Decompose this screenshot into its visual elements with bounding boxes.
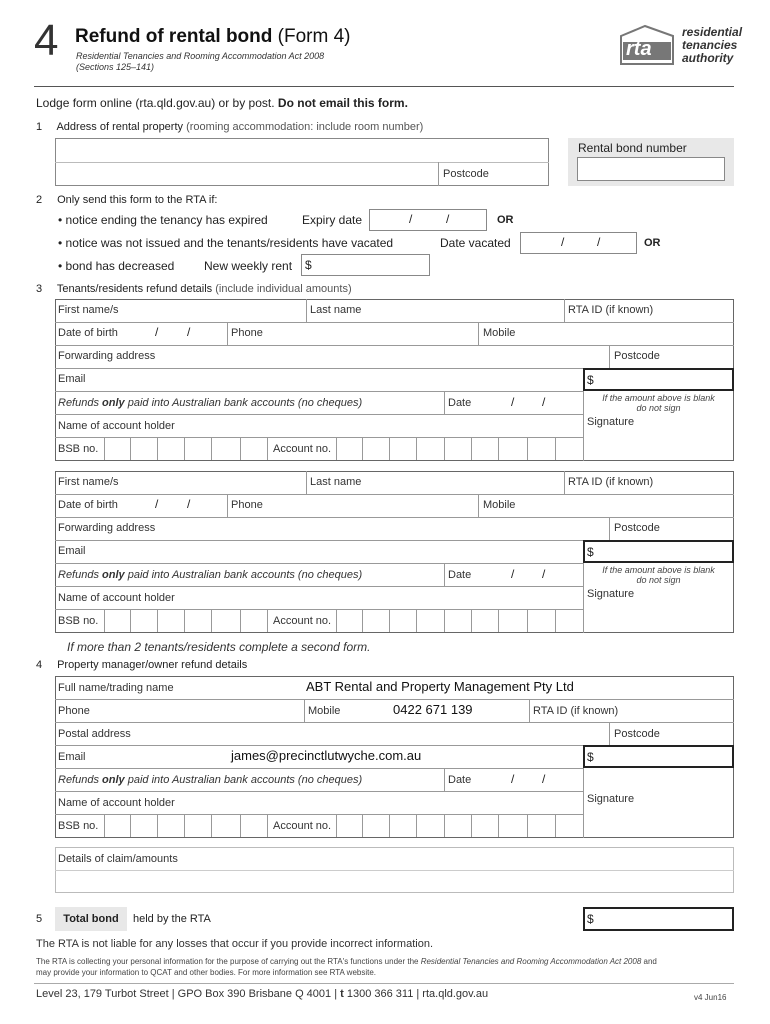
liability-note: The RTA is not liable for any losses that occur if you provide incorrect information. [36, 938, 433, 950]
row-line [55, 517, 734, 518]
manager-postal-label: Postal address [58, 728, 131, 740]
col-line [306, 471, 307, 494]
account-cell[interactable] [336, 438, 337, 460]
bsb-cell[interactable] [130, 610, 131, 632]
s4-num: 4 [36, 659, 43, 671]
form-title [75, 26, 350, 48]
manager-phone-label: Phone [58, 705, 90, 717]
row-line [55, 722, 734, 723]
new-rent-dollar: $ [305, 258, 312, 272]
date-slash: / [511, 772, 515, 786]
tenant-2-blank-note [586, 565, 731, 585]
s3-sub: (include individual amounts) [215, 283, 352, 295]
tenant-2-postcode: Postcode [614, 522, 660, 534]
manager-signature-label: Signature [587, 793, 635, 805]
tenant-1-rta-id: RTA ID (if known) [568, 304, 654, 316]
bond-number-field[interactable] [577, 157, 725, 181]
vacated-slash-2: / [597, 235, 601, 249]
new-rent-label: New weekly rent [204, 259, 293, 273]
row-line [55, 791, 583, 792]
bsb-cell[interactable] [267, 438, 268, 460]
form-number: 4 [34, 16, 59, 65]
new-rent-field[interactable] [301, 254, 430, 276]
row-line [55, 437, 583, 438]
account-cell[interactable] [362, 815, 363, 837]
row-line [55, 609, 583, 610]
rta-logo [613, 24, 677, 70]
s1-sub: (rooming accommodation: include room number) [186, 121, 424, 133]
bullet-1-text: notice ending the tenancy has expired [65, 213, 268, 227]
address-divider [55, 162, 549, 163]
col-line [609, 722, 610, 745]
col-line [609, 345, 610, 368]
s5-num: 5 [36, 913, 43, 925]
refunds-post: paid into Australian bank accounts (no cheques) [127, 569, 363, 581]
bsb-cell[interactable] [211, 815, 212, 837]
title-rest: (Form 4) [277, 26, 351, 47]
tenant-2-rta-id: RTA ID (if known) [568, 476, 654, 488]
manager-full-name-value[interactable]: ABT Rental and Property Management Pty Ltd [306, 679, 574, 694]
account-cell[interactable] [471, 610, 472, 632]
refunds-only: only [102, 569, 125, 581]
tenant-2-holder: Name of account holder [58, 592, 175, 604]
manager-bsb-label: BSB no. [58, 820, 99, 832]
col-line [444, 391, 445, 414]
tenant-1-bsb: BSB no. [58, 443, 99, 455]
col-line [306, 299, 307, 322]
blank-note-line2: do not sign [636, 403, 681, 413]
account-cell[interactable] [336, 610, 337, 632]
claim-details-label: Details of claim/amounts [58, 853, 178, 865]
account-cell[interactable] [471, 815, 472, 837]
date-slash: / [511, 395, 515, 409]
s1-heading [36, 121, 423, 133]
s3-num: 3 [36, 283, 43, 295]
logo-text: rta [626, 38, 652, 60]
bsb-cell[interactable] [157, 610, 158, 632]
or-1: OR [497, 214, 514, 226]
bsb-cell[interactable] [240, 815, 241, 837]
refunds-only: only [102, 774, 125, 786]
dob-slash: / [155, 497, 159, 511]
s2-bullet-1 [58, 213, 268, 227]
s4-label: Property manager/owner refund details [57, 659, 248, 671]
bsb-cell[interactable] [240, 610, 241, 632]
row-line [55, 563, 583, 564]
bsb-cell[interactable] [104, 610, 105, 632]
act-name: Residential Tenancies and Rooming Accommodation Act 2008 [76, 51, 325, 61]
row-line [55, 814, 583, 815]
tenant-2-last-name: Last name [310, 476, 362, 488]
s2-label: Only send this form to the RTA if: [57, 194, 218, 206]
bullet-dot: • [58, 213, 63, 227]
row-line [55, 414, 583, 415]
date-slash: / [542, 395, 546, 409]
tenant-1-amount-field[interactable] [583, 368, 734, 391]
blank-note-line2: do not sign [636, 575, 681, 585]
org-name [682, 26, 742, 65]
tenant-1-dob: Date of birth [58, 327, 118, 339]
intro-bold: Do not email this form. [277, 96, 408, 110]
privacy-act: Residential Tenancies and Rooming Accommodation Act 2008 [420, 957, 642, 966]
manager-rta-id-label: RTA ID (if known) [533, 705, 619, 717]
tenant-2-mobile: Mobile [483, 499, 516, 511]
footer-rule [34, 983, 734, 984]
manager-mobile-value[interactable]: 0422 671 139 [393, 702, 473, 717]
bsb-cell[interactable] [267, 815, 268, 837]
vacated-slash-1: / [561, 235, 565, 249]
tenant-2-date: Date [448, 569, 472, 581]
tenant-1-first-name: First name/s [58, 304, 119, 316]
date-slash: / [542, 772, 546, 786]
org-line3: authority [682, 51, 734, 65]
manager-date-label: Date [448, 774, 472, 786]
or-2: OR [644, 237, 661, 249]
total-bond-field[interactable] [583, 907, 734, 931]
bond-number-label: Rental bond number [578, 141, 687, 155]
row-line [55, 345, 734, 346]
tenant-1-account: Account no. [273, 443, 332, 455]
s4-heading [36, 659, 247, 671]
s1-label: Address of rental property [56, 121, 184, 133]
date-slash: / [542, 567, 546, 581]
manager-amount-field[interactable] [583, 745, 734, 768]
bullet-3-text: bond has decreased [65, 259, 175, 273]
account-cell[interactable] [471, 438, 472, 460]
tenant-1-dollar: $ [587, 373, 594, 387]
bullet-dot: • [58, 236, 63, 250]
more-tenants-note: If more than 2 tenants/residents complete a second form. [67, 640, 371, 654]
s2-bullet-3 [58, 259, 174, 273]
refunds-pre: Refunds [58, 774, 99, 786]
col-line [227, 494, 228, 517]
bsb-cell[interactable] [104, 438, 105, 460]
org-line1: residential [682, 25, 743, 39]
row-line [55, 322, 734, 323]
col-line [444, 768, 445, 791]
tenant-1-fwd: Forwarding address [58, 350, 156, 362]
manager-postcode-label: Postcode [614, 728, 660, 740]
account-cell[interactable] [444, 438, 445, 460]
dob-slash: / [187, 325, 191, 339]
tenant-1-blank-note [586, 393, 731, 413]
s3-label: Tenants/residents refund details [56, 283, 213, 295]
s1-num: 1 [36, 121, 43, 133]
date-slash: / [511, 567, 515, 581]
account-cell[interactable] [416, 815, 417, 837]
tenant-2-dollar: $ [587, 545, 594, 559]
account-cell[interactable] [555, 610, 556, 632]
bsb-cell[interactable] [211, 610, 212, 632]
claim-details-divider [55, 870, 734, 871]
tenant-1-phone: Phone [231, 327, 263, 339]
tenant-1-email: Email [58, 373, 86, 385]
tenant-2-phone: Phone [231, 499, 263, 511]
account-cell[interactable] [444, 610, 445, 632]
account-cell[interactable] [498, 438, 499, 460]
s3-heading [36, 283, 352, 295]
postcode-divider [438, 162, 439, 186]
tenant-1-refunds [58, 397, 362, 409]
privacy-note [36, 956, 736, 978]
s2-bullet-2 [58, 236, 393, 250]
row-line [55, 586, 583, 587]
manager-refunds [58, 774, 362, 786]
tenant-2-bsb: BSB no. [58, 615, 99, 627]
total-bond-label: Total bond [55, 907, 127, 931]
manager-email-label: Email [58, 751, 86, 763]
date-vacated-label: Date vacated [440, 236, 511, 250]
date-vacated-field[interactable] [520, 232, 637, 254]
refunds-pre: Refunds [58, 397, 99, 409]
bullet-2-text: notice was not issued and the tenants/residents have vacated [65, 236, 394, 250]
tenant-2-amount-field[interactable] [583, 540, 734, 563]
col-line [304, 699, 305, 722]
tenant-2-signature: Signature [587, 588, 635, 600]
bsb-cell[interactable] [157, 815, 158, 837]
account-cell[interactable] [527, 610, 528, 632]
tenant-2-first-name: First name/s [58, 476, 119, 488]
bsb-cell[interactable] [184, 610, 185, 632]
address-pre: Level 23, 179 Turbot Street | GPO Box 390 Brisbane Q 4001 | [36, 988, 338, 1000]
account-cell[interactable] [444, 815, 445, 837]
expiry-date-label: Expiry date [302, 213, 363, 227]
account-cell[interactable] [362, 610, 363, 632]
privacy-line-2: may provide your information to QCAT and other bodies. For more information see RTA website. [36, 968, 377, 977]
account-cell[interactable] [498, 610, 499, 632]
bsb-cell[interactable] [211, 438, 212, 460]
s2-num: 2 [36, 194, 43, 206]
blank-note-line1: If the amount above is blank [602, 565, 715, 575]
title-bold: Refund of rental bond [75, 26, 273, 47]
bsb-cell[interactable] [184, 815, 185, 837]
manager-full-name-label: Full name/trading name [58, 682, 174, 694]
row-line [55, 699, 734, 700]
manager-mobile-label: Mobile [308, 705, 341, 717]
refunds-pre: Refunds [58, 569, 99, 581]
total-bond-dollar: $ [587, 912, 594, 926]
manager-holder-label: Name of account holder [58, 797, 175, 809]
dob-slash: / [155, 325, 159, 339]
account-cell[interactable] [336, 815, 337, 837]
intro-line [36, 96, 408, 110]
expiry-slash-2: / [446, 212, 450, 226]
col-line [478, 494, 479, 517]
act-sections: (Sections 125–141) [76, 62, 155, 72]
account-cell[interactable] [416, 610, 417, 632]
tenant-1-date: Date [448, 397, 472, 409]
col-line [478, 322, 479, 345]
col-line [564, 471, 565, 494]
rta-address [36, 988, 488, 1000]
row-line [55, 391, 583, 392]
privacy-pre: The RTA is collecting your personal information for the purpose of carrying out the RTA's functions under the [36, 957, 419, 966]
held-by-rta: held by the RTA [133, 913, 211, 925]
s2-heading [36, 194, 217, 206]
bsb-cell[interactable] [130, 438, 131, 460]
row-line [55, 494, 734, 495]
address-post: 1300 366 311 | rta.qld.gov.au [346, 988, 489, 1000]
account-cell[interactable] [498, 815, 499, 837]
account-cell[interactable] [555, 815, 556, 837]
bullet-dot: • [58, 259, 63, 273]
account-cell[interactable] [527, 815, 528, 837]
bsb-cell[interactable] [104, 815, 105, 837]
refunds-post: paid into Australian bank accounts (no cheques) [127, 774, 363, 786]
col-line [227, 322, 228, 345]
tenant-2-email: Email [58, 545, 86, 557]
col-line [564, 299, 565, 322]
version-label: v4 Jun16 [694, 993, 727, 1002]
account-cell[interactable] [416, 438, 417, 460]
intro-text: Lodge form online (rta.qld.gov.au) or by post. [36, 96, 275, 110]
tenant-1-mobile: Mobile [483, 327, 516, 339]
expiry-slash-1: / [409, 212, 413, 226]
bsb-cell[interactable] [184, 438, 185, 460]
col-line [609, 517, 610, 540]
col-line [444, 563, 445, 586]
tenant-2-refunds [58, 569, 362, 581]
account-cell[interactable] [362, 438, 363, 460]
tenant-2-dob: Date of birth [58, 499, 118, 511]
bsb-cell[interactable] [240, 438, 241, 460]
account-cell[interactable] [389, 815, 390, 837]
manager-dollar: $ [587, 750, 594, 764]
privacy-line-1 [36, 956, 736, 967]
privacy-post: and [643, 957, 657, 966]
refunds-only: only [102, 397, 125, 409]
bsb-cell[interactable] [267, 610, 268, 632]
phone-t: t [340, 988, 344, 1000]
manager-email-value[interactable]: james@precinctlutwyche.com.au [231, 748, 422, 763]
col-line [529, 699, 530, 722]
account-cell[interactable] [555, 438, 556, 460]
refunds-post: paid into Australian bank accounts (no cheques) [127, 397, 363, 409]
bsb-cell[interactable] [130, 815, 131, 837]
bsb-cell[interactable] [157, 438, 158, 460]
account-cell[interactable] [389, 610, 390, 632]
blank-note-line1: If the amount above is blank [602, 393, 715, 403]
tenant-1-holder: Name of account holder [58, 420, 175, 432]
tenant-2-fwd: Forwarding address [58, 522, 156, 534]
row-line [55, 768, 583, 769]
tenant-1-last-name: Last name [310, 304, 362, 316]
account-cell[interactable] [527, 438, 528, 460]
tenant-1-signature: Signature [587, 416, 635, 428]
s1-postcode-label: Postcode [443, 168, 489, 180]
org-line2: tenancies [682, 38, 738, 52]
expiry-date-field[interactable] [369, 209, 487, 231]
manager-account-label: Account no. [273, 820, 332, 832]
account-cell[interactable] [389, 438, 390, 460]
tenant-2-account: Account no. [273, 615, 332, 627]
tenant-1-postcode: Postcode [614, 350, 660, 362]
header-rule [34, 86, 734, 87]
dob-slash: / [187, 497, 191, 511]
